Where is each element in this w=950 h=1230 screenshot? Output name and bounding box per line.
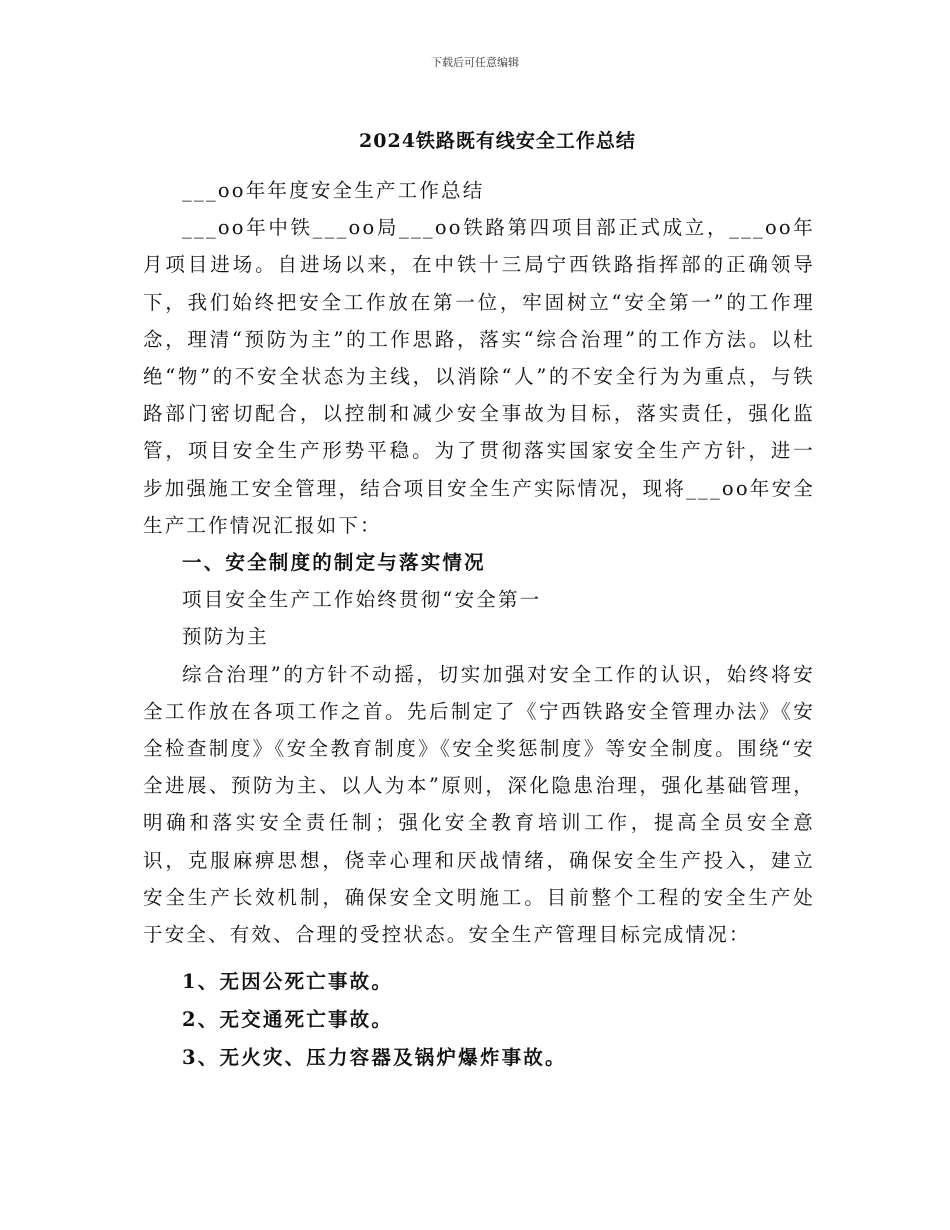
safety-goal-list [143,963,815,1077]
paragraph-comprehensive-governance: 综合治理”的方针不动摇，切实加强对安全工作的认识，始终将安全工作放在各项工作之首。先后制定了《宁西铁路安全管理办法》《安全检查制度》《安全教育制度》《安全奖惩制度》等安全制度。围绕“安全进展、预防为主、以人为本”原则，深化隐患治理，强化基础管理，明确和落实安全责任制；强化安全教育培训工作，提高全员安全意识，克服麻痹思想，侥幸心理和厌战情绪，确保安全生产投入，建立安全生产长效机制，确保安全文明施工。目前整个工程的安全生产处于安全、有效、合理的受控状态。安全生产管理目标完成情况： [143,662,815,947]
header-note: 下载后可任意编辑 [431,56,519,69]
section-heading-safety-system: 一、安全制度的制定与落实情况 [182,551,486,575]
list-item: 2、无交通死亡事故。 [182,1008,394,1032]
list-item: 1、无因公死亡事故。 [182,970,394,994]
paragraph-safety-first: 项目安全生产工作始终贯彻“安全第一 [182,588,542,612]
list-item: 3、无火灾、压力容器及锅炉爆炸事故。 [182,1046,567,1070]
paragraph-prevention: 预防为主 [182,625,269,649]
document-body [143,172,815,1077]
document-title: 2024铁路既有线安全工作总结 [359,130,636,152]
paragraph-introduction: ___oo年中铁___oo局___oo铁路第四项目部正式成立，___oo年月项目进场。自进场以来，在中铁十三局宁西铁路指挥部的正确领导下，我们始终把安全工作放在第一位，牢固树立“安全第一”的工作理念，理清“预防为主”的工作思路，落实“综合治理”的工作方法。以杜绝“物”的不安全状态为主线，以消除“人”的不安全行为为重点，与铁路部门密切配合，以控制和减少安全事故为目标，落实责任，强化监管，项目安全生产形势平稳。为了贯彻落实国家安全生产方针，进一步加强施工安全管理，结合项目安全生产实际情况，现将___oo年安全生产工作情况汇报如下： [143,216,815,537]
paragraph-annual-summary: ___oo年年度安全生产工作总结 [182,179,485,202]
